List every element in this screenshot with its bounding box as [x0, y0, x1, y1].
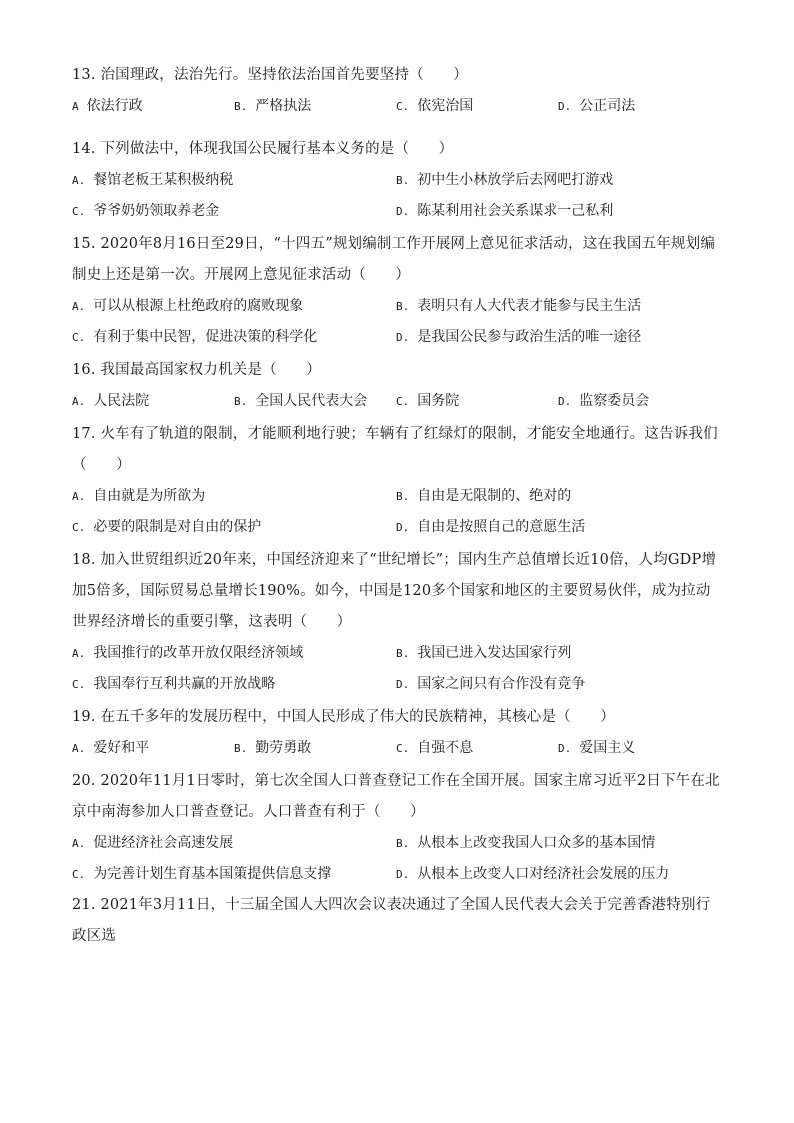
option-a: A. 餐馆老板王某积极纳税	[72, 172, 234, 188]
option-d: D. 爱国主义	[558, 740, 636, 756]
option-a: A. 爱好和平	[72, 740, 150, 756]
question-19	[72, 702, 722, 764]
question-stem: 14. 下列做法中，体现我国公民履行基本义务的是（ ）	[72, 141, 454, 157]
question-stem: 18. 加入世贸组织近20年来，中国经济迎来了“世纪增长”；国内生产总值增长近10倍，人均GDP增加5倍多，国际贸易总量增长190%。如今，中国是120多个国家和地区的主要贸易伙伴，成为拉动世界经济增长的重要引擎，这表明（ ）	[72, 552, 717, 630]
question-16	[72, 355, 722, 417]
question-15	[72, 229, 722, 353]
option-d: D. 陈某利用社会关系谋求一己私利	[396, 203, 614, 219]
option-c: C. 为完善计划生育基本国策提供信息支撑	[72, 866, 332, 882]
option-c: C. 必要的限制是对自由的保护	[72, 519, 262, 535]
option-b: B. 初中生小林放学后去网吧打游戏	[396, 172, 614, 188]
option-b: B. 自由是无限制的、绝对的	[396, 488, 572, 504]
option-b: B. 严格执法	[234, 98, 312, 114]
question-21	[72, 890, 722, 952]
question-14	[72, 134, 722, 227]
question-stem: 20. 2020年11月1日零时，第七次全国人口普查登记工作在全国开展。国家主席习近平2日下午在北京中南海参加人口普查登记。人口普查有利于（ ）	[72, 773, 720, 820]
option-a: A. 促进经济社会高速发展	[72, 835, 234, 851]
option-d: D. 自由是按照自己的意愿生活	[396, 519, 586, 535]
question-stem: 16. 我国最高国家权力机关是（ ）	[72, 362, 321, 378]
question-17	[72, 419, 722, 543]
option-list	[72, 638, 722, 700]
question-stem: 19. 在五千多年的发展历程中，中国人民形成了伟大的民族精神，其核心是（ ）	[72, 709, 615, 725]
option-c: C. 国务院	[396, 393, 460, 409]
question-18	[72, 545, 722, 700]
option-d: D. 监察委员会	[558, 393, 650, 409]
option-list	[72, 828, 722, 890]
option-b: B. 从根本上改变我国人口众多的基本国情	[396, 835, 656, 851]
option-c: C. 依宪治国	[396, 98, 474, 114]
option-a: A 依法行政	[72, 98, 143, 114]
option-list	[72, 481, 722, 543]
option-list	[72, 386, 722, 417]
option-a: A. 自由就是为所欲为	[72, 488, 206, 504]
option-b: B. 我国已进入发达国家行列	[396, 645, 572, 661]
question-stem: 13. 治国理政，法治先行。坚持依法治国首先要坚持（ ）	[72, 67, 468, 83]
option-b: B. 表明只有人大代表才能参与民主生活	[396, 298, 642, 314]
option-list	[72, 291, 722, 353]
option-list	[72, 91, 722, 122]
option-list	[72, 733, 722, 764]
option-c: C. 爷爷奶奶领取养老金	[72, 203, 220, 219]
option-d: D. 从根本上改变人口对经济社会发展的压力	[396, 866, 670, 882]
option-d: D. 国家之间只有合作没有竞争	[396, 676, 586, 692]
question-stem: 17. 火车有了轨道的限制，才能顺利地行驶；车辆有了红绿灯的限制，才能安全地通行。这告诉我们（ ）	[72, 426, 718, 473]
option-d: D. 是我国公民参与政治生活的唯一途径	[396, 329, 642, 345]
question-20	[72, 766, 722, 890]
question-stem: 15. 2020年8月16日至29日，“十四五”规划编制工作开展网上意见征求活动，这在我国五年规划编制史上还是第一次。开展网上意见征求活动（ ）	[72, 236, 716, 283]
option-a: A. 可以从根源上杜绝政府的腐败现象	[72, 298, 304, 314]
option-a: A. 我国推行的改革开放仅限经济领域	[72, 645, 304, 661]
option-b: B. 勤劳勇敢	[234, 740, 312, 756]
question-13	[72, 60, 722, 122]
option-d: D. 公正司法	[558, 98, 636, 114]
question-stem: 21. 2021年3月11日，十三届全国人大四次会议表决通过了全国人民代表大会关于完善香港特别行政区选	[72, 897, 711, 944]
option-a: A. 人民法院	[72, 393, 150, 409]
option-list	[72, 165, 722, 227]
option-c: C. 我国奉行互利共赢的开放战略	[72, 676, 276, 692]
option-c: C. 自强不息	[396, 740, 474, 756]
exam-page	[72, 60, 722, 952]
option-b: B. 全国人民代表大会	[234, 393, 368, 409]
option-c: C. 有利于集中民智，促进决策的科学化	[72, 329, 318, 345]
